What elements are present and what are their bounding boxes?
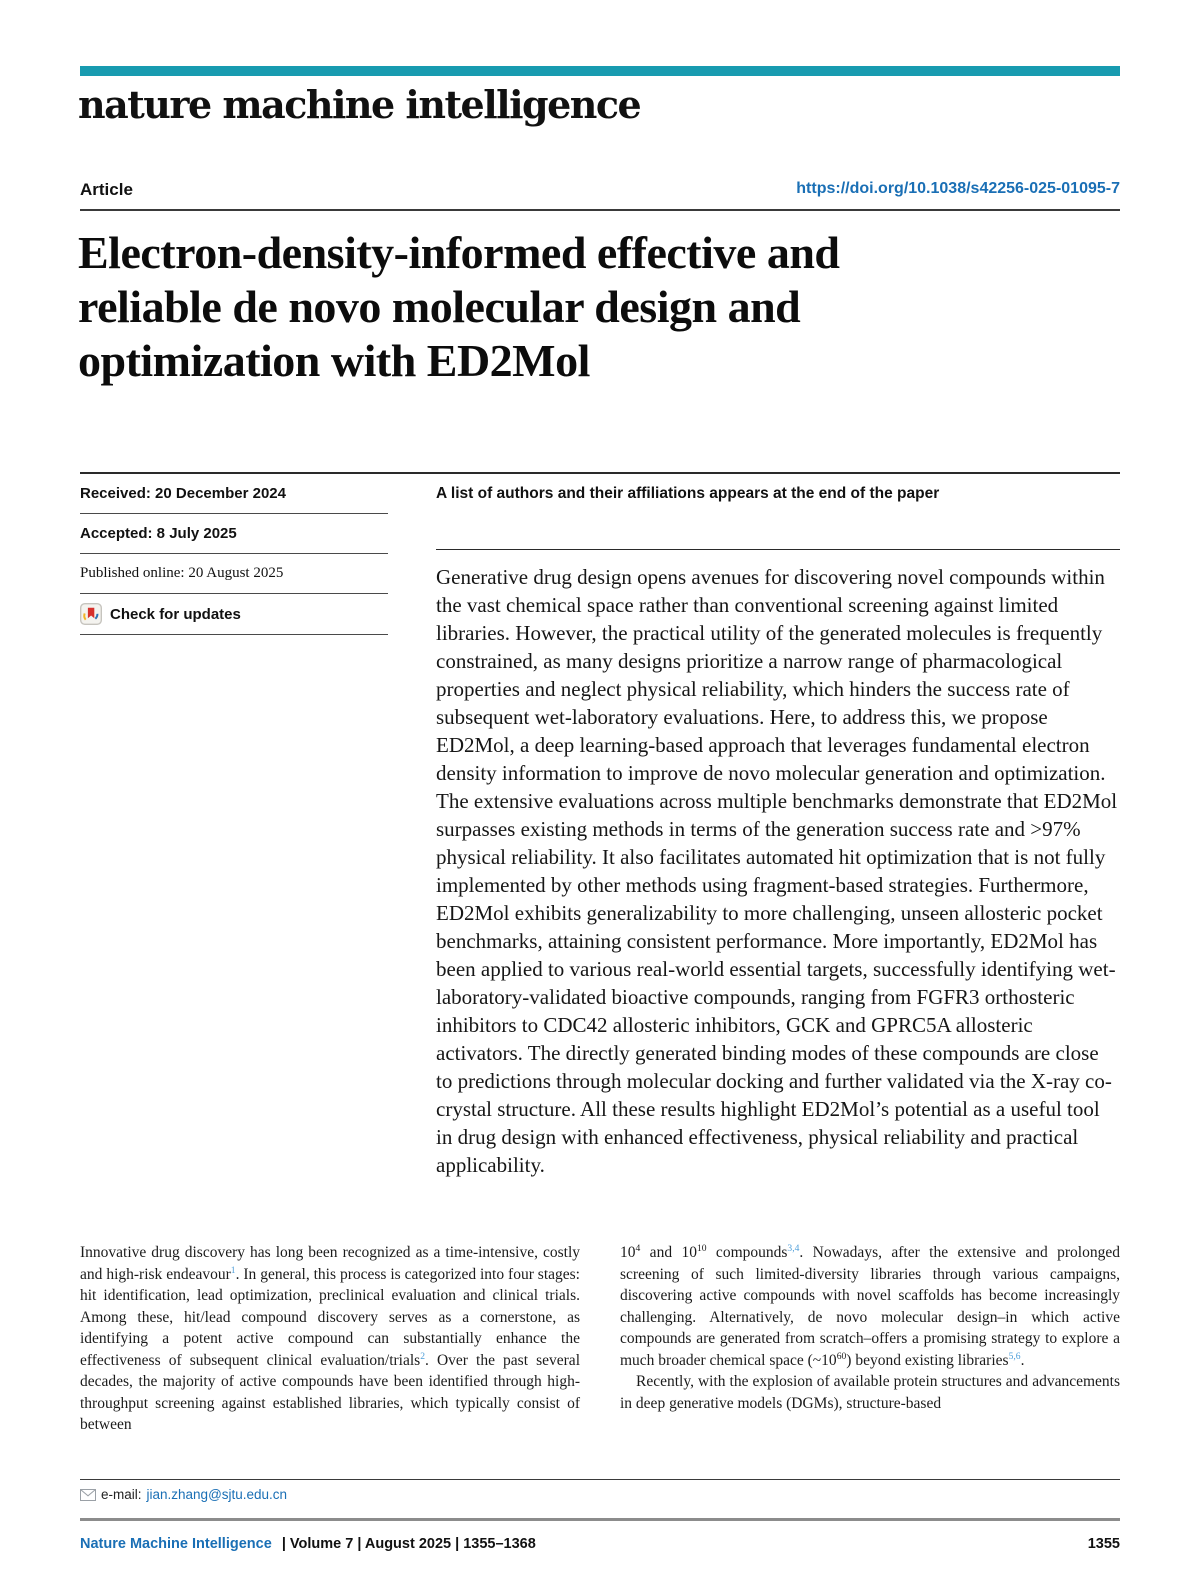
math-superscript: 4 [635, 1242, 641, 1254]
published-date-row [80, 554, 388, 594]
received-date: Received: 20 December 2024 [80, 485, 286, 502]
accepted-date: Accepted: 8 July 2025 [80, 525, 237, 542]
body-column-right [620, 1242, 1120, 1436]
main-content [80, 472, 1120, 1179]
body-column-left [80, 1242, 580, 1436]
footer-journal-line [80, 1536, 1120, 1552]
published-date: Published online: 20 August 2025 [80, 565, 284, 581]
math-superscript: 60 [836, 1350, 847, 1362]
reference-link[interactable]: 2 [420, 1350, 426, 1362]
article-header-row [80, 180, 1120, 211]
footer-journal-link[interactable]: Nature Machine Intelligence [80, 1536, 272, 1552]
paper-title-line-3: optimization with ED2Mol [78, 335, 590, 386]
correspondence-row [80, 1479, 1120, 1502]
footer-issue-info: | Volume 7 | August 2025 | 1355–1368 [281, 1536, 536, 1552]
journal-accent-bar [80, 66, 1120, 76]
journal-wordmark: nature machine intelligence [78, 82, 641, 127]
abstract-column [436, 474, 1120, 1179]
article-type-label: Article [80, 180, 133, 199]
accepted-date-row [80, 514, 388, 554]
abstract-text: Generative drug design opens avenues for discovering novel compounds within the vast chemical space rather than conventional screening against limited libraries. However, the practical utility of the generated molecules is frequently constrained, as many designs prioritize a narrow range of pharmacological properties and neglect physical reliability, which hinders the success rate of subsequent wet-laboratory evaluations. Here, to address this, we propose ED2Mol, a deep learning-based approach that leverages fundamental electron density information to improve de novo molecular generation and optimization. The extensive evaluations across multiple benchmarks demonstrate that ED2Mol surpasses existing methods in terms of the generation success rate and >97% physical reliability. It also facilitates automated hit optimization that is not fully implemented by other methods using fragment-based strategies. Furthermore, ED2Mol exhibits generalizability to more challenging, unseen allosteric pocket benchmarks, attaining consistent performance. More importantly, ED2Mol has been applied to various real-world essential targets, successfully identifying wet-laboratory-validated bioactive compounds, ranging from FGFR3 orthosteric inhibitors to CDC42 allosteric inhibitors, GCK and GPRC5A allosteric activators. The directly generated binding modes of these compounds are close to predictions through molecular docking and further validated via the X-ray co-crystal structure. All these results highlight ED2Mol’s potential as a useful tool in drug design with enhanced effectiveness, physical reliability and practical applicability. [436, 565, 1118, 1177]
body-paragraph-3: Recently, with the explosion of available protein structures and advancements in deep generative models (DGMs), structure-based [620, 1373, 1120, 1412]
paper-title-line-1: Electron-density-informed effective and [78, 227, 840, 278]
footer-divider [80, 1518, 1120, 1521]
email-label: e-mail: [101, 1487, 142, 1502]
crossmark-icon [80, 603, 102, 625]
doi-link[interactable]: https://doi.org/10.1038/s42256-025-01095-7 [796, 180, 1120, 197]
paper-title-line-2: reliable de novo molecular design and [78, 281, 801, 332]
math-superscript: 10 [696, 1242, 707, 1254]
article-metadata-column [80, 474, 388, 635]
body-paragraph-1: Innovative drug discovery has long been recognized as a time-intensive, costly and high-risk endeavour$^1$. In general, this process is categorized into four stages: hit identification, lead optimization, preclinical evaluation and clinical trials. Among these, hit/lead compound discovery serves as a cornerstone, as identifying a potent active compound can substantially enhance the effectiveness of subsequent clinical evaluation/trials$^2$. Over the past several decades, the majority of active compounds have been identified through high-throughput screening against established libraries, which typically consist of between [80, 1244, 580, 1433]
envelope-icon [80, 1489, 96, 1501]
footer-left [80, 1536, 536, 1552]
email-link[interactable]: jian.zhang@sjtu.edu.cn [146, 1487, 288, 1502]
check-updates-row [80, 594, 388, 635]
received-date-row [80, 474, 388, 514]
body-text-section [80, 1242, 1120, 1436]
reference-link[interactable]: 1 [230, 1264, 236, 1276]
page-number: 1355 [1087, 1536, 1120, 1552]
authors-note: A list of authors and their affiliations appears at the end of the paper [436, 474, 1120, 550]
body-paragraph-2: $10^4$ and $10^{10}$ compounds$^{3,4}$. Nowadays, after the extensive and prolonged screening of such limited-diversity libraries through various campaigns, discovering active compounds with novel scaffolds has become increasingly challenging. Alternatively, de novo molecular design–in which active compounds are generated from scratch–offers a promising strategy to explore a much broader chemical space $(\sim 10^{60})$ beyond existing libraries$^{5,6}$. [620, 1242, 1120, 1369]
paper-title [78, 226, 1088, 388]
check-for-updates-link[interactable] [80, 603, 241, 625]
reference-link[interactable]: 3,4 [787, 1242, 800, 1254]
reference-link[interactable]: 5,6 [1008, 1350, 1021, 1362]
check-for-updates-label: Check for updates [110, 605, 241, 623]
